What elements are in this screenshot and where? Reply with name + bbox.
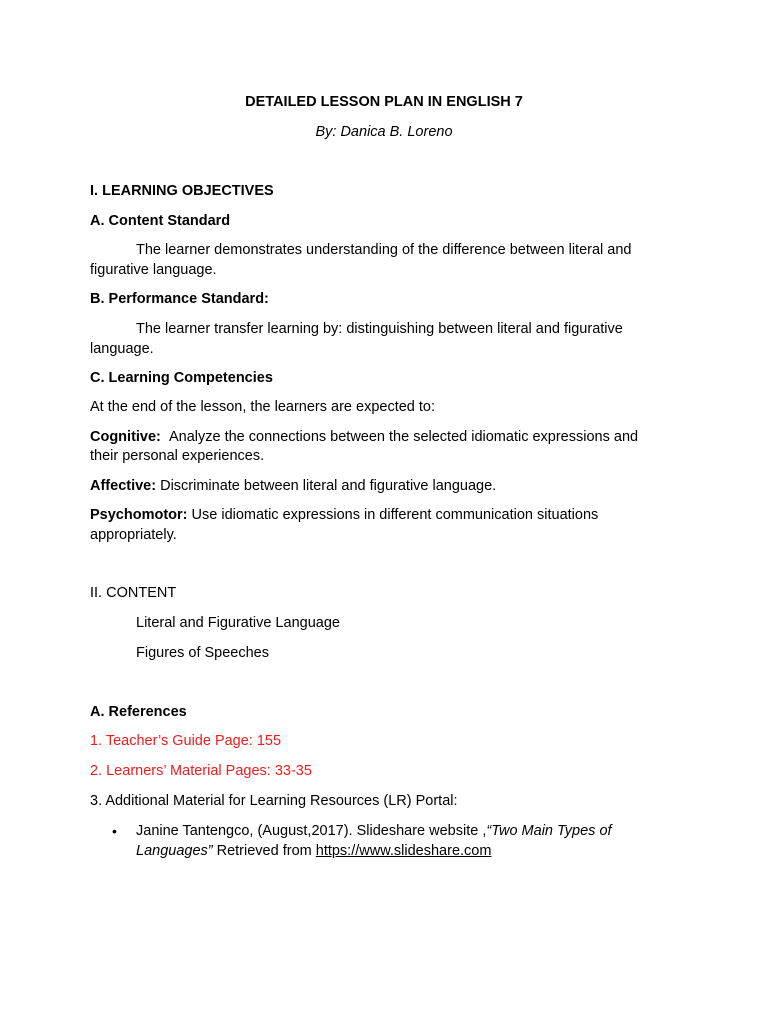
affective-objective bbox=[90, 476, 496, 496]
teachers-guide-reference: 1. Teacher’s Guide Page: 155 bbox=[90, 733, 282, 749]
references-heading: A. References bbox=[90, 704, 187, 720]
learners-material-reference: 2. Learners’ Material Pages: 33-35 bbox=[90, 763, 312, 779]
content-item: Literal and Figurative Language bbox=[136, 615, 340, 631]
content-heading: II. CONTENT bbox=[90, 585, 177, 601]
performance-standard-text-line2: language. bbox=[90, 341, 154, 357]
learning-objectives-heading: I. LEARNING OBJECTIVES bbox=[90, 183, 274, 199]
content-standard-text-line2: figurative language. bbox=[90, 262, 217, 278]
psychomotor-objective-line1 bbox=[90, 505, 598, 525]
citation-title-part2: Languages” bbox=[136, 843, 213, 859]
cognitive-label: Cognitive: bbox=[90, 429, 161, 445]
affective-text: Discriminate between literal and figurative language. bbox=[160, 478, 497, 494]
citation-retrieved: Retrieved from bbox=[212, 843, 316, 859]
citation-title-part1: “Two Main Types of bbox=[486, 823, 612, 839]
citation-author: Janine Tantengco, (August,2017). Slideshare website , bbox=[136, 823, 487, 839]
citation-line1 bbox=[136, 821, 612, 841]
competencies-intro: At the end of the lesson, the learners are expected to: bbox=[90, 399, 435, 415]
cognitive-objective-line1 bbox=[90, 427, 638, 447]
cognitive-text: Analyze the connections between the selected idiomatic expressions and bbox=[168, 429, 639, 445]
learning-competencies-heading: C. Learning Competencies bbox=[90, 370, 273, 386]
psychomotor-label: Psychomotor: bbox=[90, 507, 188, 523]
additional-material-reference: 3. Additional Material for Learning Resources (LR) Portal: bbox=[90, 793, 458, 809]
citation-line2 bbox=[136, 841, 491, 861]
psychomotor-objective-line2: appropriately. bbox=[90, 527, 177, 543]
author-line: By: Danica B. Loreno bbox=[315, 124, 453, 140]
content-standard-text-line1: The learner demonstrates understanding of the difference between literal and bbox=[136, 242, 632, 258]
cognitive-objective-line2: their personal experiences. bbox=[90, 448, 265, 464]
bullet-icon: • bbox=[112, 823, 117, 839]
performance-standard-heading: B. Performance Standard: bbox=[90, 291, 269, 307]
citation-url-link[interactable]: https://www.slideshare.com bbox=[315, 843, 492, 859]
affective-label: Affective: bbox=[90, 478, 157, 494]
psychomotor-text: Use idiomatic expressions in different communication situations bbox=[191, 507, 599, 523]
content-standard-heading: A. Content Standard bbox=[90, 213, 231, 229]
document-title: DETAILED LESSON PLAN IN ENGLISH 7 bbox=[245, 94, 523, 110]
performance-standard-text-line1: The learner transfer learning by: distinguishing between literal and figurative bbox=[136, 321, 623, 337]
content-item: Figures of Speeches bbox=[136, 645, 269, 661]
